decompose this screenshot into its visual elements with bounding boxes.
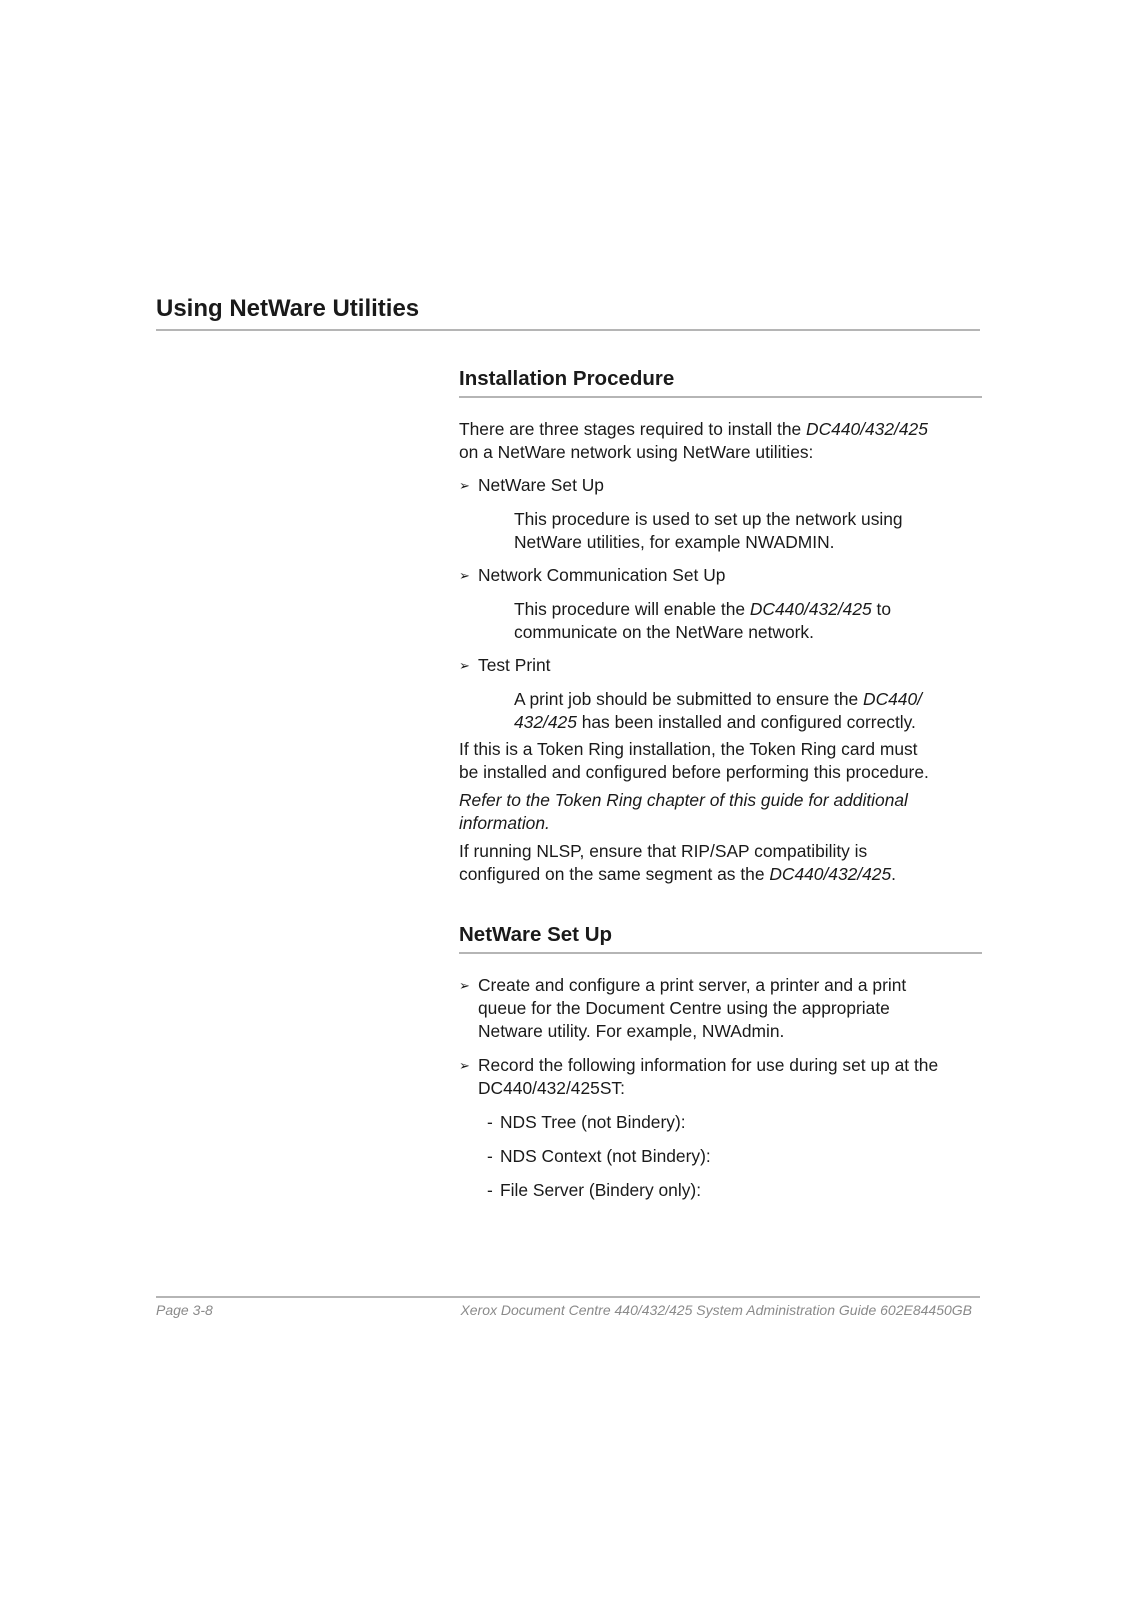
- installation-heading: Installation Procedure: [459, 367, 982, 398]
- list-item-text: File Server (Bindery only):: [500, 1180, 702, 1200]
- setup-line: queue for the Document Centre using the appropriate: [478, 998, 890, 1018]
- list-item: [459, 1145, 982, 1168]
- token-ring-paragraph: [459, 738, 982, 784]
- stage-desc-line: to: [871, 599, 892, 619]
- list-item: [459, 1179, 982, 1202]
- stage-description: [459, 598, 982, 644]
- setup-bullet-record: [459, 1054, 982, 1100]
- nlsp-line: If running NLSP, ensure that RIP/SAP compatibility is: [459, 841, 868, 861]
- stage-desc-line: This procedure will enable the: [514, 599, 750, 619]
- list-item-text: NDS Tree (not Bindery):: [500, 1112, 686, 1132]
- list-item: [459, 1111, 982, 1134]
- page-title: Using NetWare Utilities: [156, 295, 980, 331]
- installation-section: [459, 367, 982, 886]
- setup-line: Netware utility. For example, NWAdmin.: [478, 1021, 785, 1041]
- netware-setup-heading: NetWare Set Up: [459, 923, 982, 954]
- model-name: DC440/432/425: [806, 419, 928, 439]
- stage-label: NetWare Set Up: [478, 475, 604, 495]
- dash-bullet: -: [487, 1112, 493, 1132]
- stage-network-communication: [459, 564, 982, 587]
- arrow-bullet-icon: ➢: [459, 1058, 470, 1073]
- stage-desc-line: NetWare utilities, for example NWADMIN.: [514, 532, 835, 552]
- stage-label: Test Print: [478, 655, 551, 675]
- refer-line: Refer to the Token Ring chapter of this guide for additional: [459, 790, 908, 810]
- stage-label: Network Communication Set Up: [478, 565, 726, 585]
- intro-text: There are three stages required to install the: [459, 419, 807, 439]
- refer-note: [459, 789, 982, 835]
- intro-text-2: on a NetWare network using NetWare utilities:: [459, 442, 814, 462]
- model-name: 432/425: [514, 712, 577, 732]
- nlsp-paragraph: [459, 840, 982, 886]
- setup-bullet-text: [478, 974, 906, 1043]
- model-name: DC440/432/425: [769, 864, 892, 884]
- intro-paragraph: [459, 418, 982, 464]
- nlsp-line: configured on the same segment as the: [459, 864, 770, 884]
- arrow-bullet-icon: ➢: [459, 478, 470, 493]
- stage-test-print: [459, 654, 982, 677]
- refer-line: information.: [459, 813, 550, 833]
- list-item-text: NDS Context (not Bindery):: [500, 1146, 711, 1166]
- model-name: DC440/432/425: [749, 599, 872, 619]
- page-footer: [156, 1296, 980, 1318]
- stage-desc-line: has been installed and configured correctly.: [576, 712, 916, 732]
- setup-bullet-text: [478, 1054, 938, 1100]
- model-name: DC440/: [863, 689, 922, 709]
- stage-desc-line: A print job should be submitted to ensure the: [514, 689, 864, 709]
- stage-netware-setup: [459, 474, 982, 497]
- setup-bullet-create: [459, 974, 982, 1043]
- arrow-bullet-icon: ➢: [459, 658, 470, 673]
- stage-description: [459, 508, 982, 554]
- nlsp-line: .: [891, 864, 896, 884]
- document-title: Xerox Document Centre 440/432/425 System Administration Guide 602E84450GB: [460, 1302, 972, 1318]
- dash-bullet: -: [487, 1180, 493, 1200]
- netware-setup-section: [459, 923, 982, 1202]
- token-line: be installed and configured before performing this procedure.: [459, 762, 929, 782]
- setup-line: Create and configure a print server, a printer and a print: [478, 975, 907, 995]
- setup-line: DC440/432/425ST:: [478, 1078, 625, 1098]
- arrow-bullet-icon: ➢: [459, 978, 470, 993]
- arrow-bullet-icon: ➢: [459, 568, 470, 583]
- stage-desc-line: This procedure is used to set up the network using: [514, 509, 903, 529]
- dash-bullet: -: [487, 1146, 493, 1166]
- setup-line: Record the following information for use during set up at the: [478, 1055, 939, 1075]
- page-number: Page 3-8: [156, 1302, 213, 1318]
- stage-description: [459, 688, 982, 734]
- token-line: If this is a Token Ring installation, the Token Ring card must: [459, 739, 918, 759]
- stage-desc-line: communicate on the NetWare network.: [514, 622, 814, 642]
